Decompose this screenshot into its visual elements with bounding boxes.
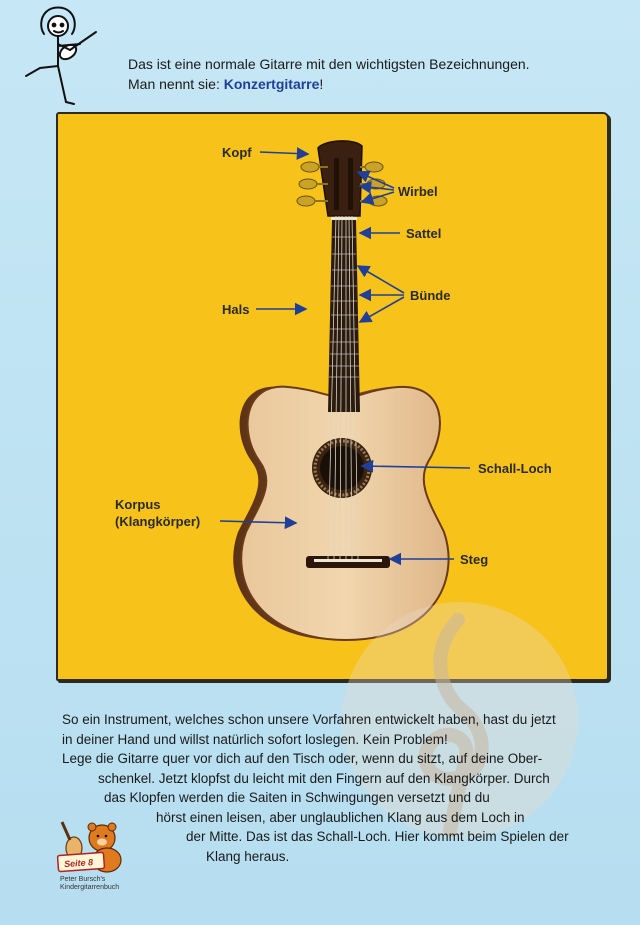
body-line-5: das Klopfen werden die Saiten in Schwingungen versetzt und du bbox=[104, 790, 490, 805]
label-schall-loch: Schall-Loch bbox=[478, 461, 552, 476]
body-line-6: hörst einen leisen, aber unglaublichen Klang aus dem Loch in bbox=[156, 809, 525, 825]
mascot-guitarist-icon bbox=[10, 4, 110, 112]
label-hals: Hals bbox=[222, 302, 250, 317]
intro-line-1: Das ist eine normale Gitarre mit den wichtigsten Bezeichnungen. bbox=[128, 56, 530, 72]
body-line-3: Lege die Gitarre quer vor dich auf den Tisch oder, wenn du sitzt, auf deine Ober- bbox=[62, 751, 543, 766]
label-kopf: Kopf bbox=[222, 145, 252, 160]
intro-line-2-prefix: Man nennt sie: bbox=[128, 76, 224, 92]
body-line-1: So ein Instrument, welches schon unsere Vorfahren entwickelt haben, hast du jetzt bbox=[62, 712, 556, 727]
label-sattel: Sattel bbox=[406, 226, 442, 241]
intro-text bbox=[128, 54, 598, 94]
concert-guitar-term: Konzertgitarre bbox=[223, 76, 320, 92]
label-wirbel: Wirbel bbox=[398, 184, 438, 199]
book-caption-line-1: Peter Bursch's bbox=[60, 876, 106, 883]
label-buende: Bünde bbox=[410, 288, 451, 303]
book-caption-line-2: Kindergitarrenbuch bbox=[60, 884, 120, 891]
intro-line-2-suffix: ! bbox=[319, 76, 324, 92]
body-line-2: in deiner Hand und willst natürlich sofort loslegen. Kein Problem! bbox=[62, 731, 448, 747]
book-caption bbox=[60, 876, 119, 892]
label-klangkoerper: (Klangkörper) bbox=[115, 514, 201, 529]
body-line-7: der Mitte. Das ist das Schall-Loch. Hier kommt beim Spielen der bbox=[186, 829, 569, 844]
body-line-8: Klang heraus. bbox=[206, 848, 290, 864]
label-steg: Steg bbox=[460, 552, 489, 567]
label-korpus: Korpus bbox=[115, 497, 161, 512]
page-number-label: Seite 8 bbox=[63, 857, 94, 870]
intro-line-2 bbox=[128, 74, 598, 94]
body-line-4: schenkel. Jetzt klopfst du leicht mit den Fingern auf den Klangkörper. Durch bbox=[98, 770, 550, 786]
